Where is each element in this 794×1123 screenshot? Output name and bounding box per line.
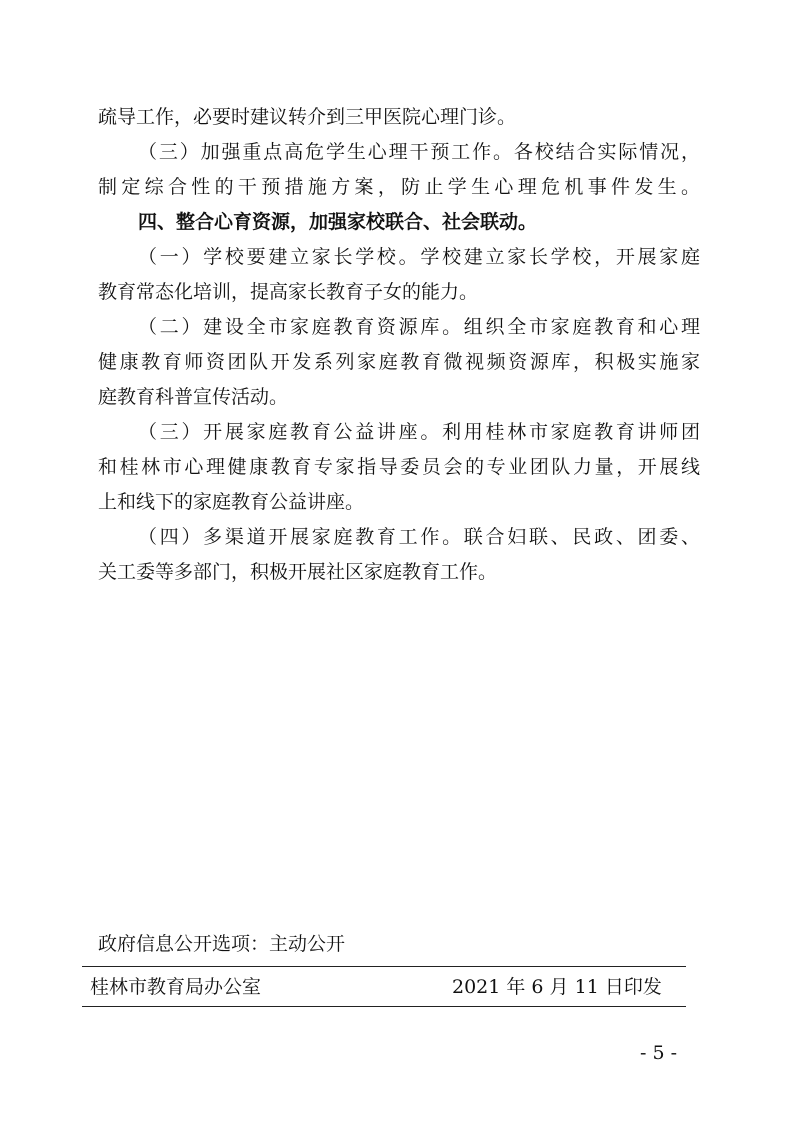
text-line: 教育常态化培训，提高家长教育子女的能力。	[98, 281, 479, 303]
page-number: - 5 -	[640, 1042, 678, 1064]
issuing-office: 桂林市教育局办公室	[90, 976, 262, 998]
text-line: 关工委等多部门，积极开展社区家庭教育工作。	[98, 561, 498, 583]
subsection-heading-line: （三）加强重点高危学生心理干预工作。各校结合实际情况，	[138, 141, 700, 163]
subsection-heading-line: （四）多渠道开展家庭教育工作。联合妇联、民政、团委、	[138, 526, 700, 548]
footer-top-rule	[82, 966, 686, 967]
subsection-heading-line: （二）建设全市家庭教育资源库。组织全市家庭教育和心理	[138, 316, 700, 338]
text-line: 疏导工作，必要时建议转介到三甲医院心理门诊。	[98, 106, 517, 128]
text-line: 庭教育科普宣传活动。	[98, 386, 289, 408]
footer-bottom-rule	[82, 1006, 686, 1007]
issue-date: 2021 年 6 月 11 日印发	[452, 976, 662, 998]
disclosure-option: 政府信息公开选项：主动公开	[98, 933, 346, 955]
subsection-heading-line: （一）学校要建立家长学校。学校建立家长学校，开展家庭	[138, 246, 700, 268]
text-line: 健康教育师资团队开发系列家庭教育微视频资源库，积极实施家	[98, 351, 700, 373]
section-heading: 四、整合心育资源，加强家校联合、社会联动。	[138, 211, 538, 233]
text-line: 制定综合性的干预措施方案，防止学生心理危机事件发生。	[98, 176, 700, 198]
subsection-heading-line: （三）开展家庭教育公益讲座。利用桂林市家庭教育讲师团	[138, 421, 700, 443]
body-text	[98, 100, 700, 590]
text-line: 上和线下的家庭教育公益讲座。	[98, 491, 365, 513]
text-line: 和桂林市心理健康教育专家指导委员会的专业团队力量，开展线	[98, 456, 700, 478]
